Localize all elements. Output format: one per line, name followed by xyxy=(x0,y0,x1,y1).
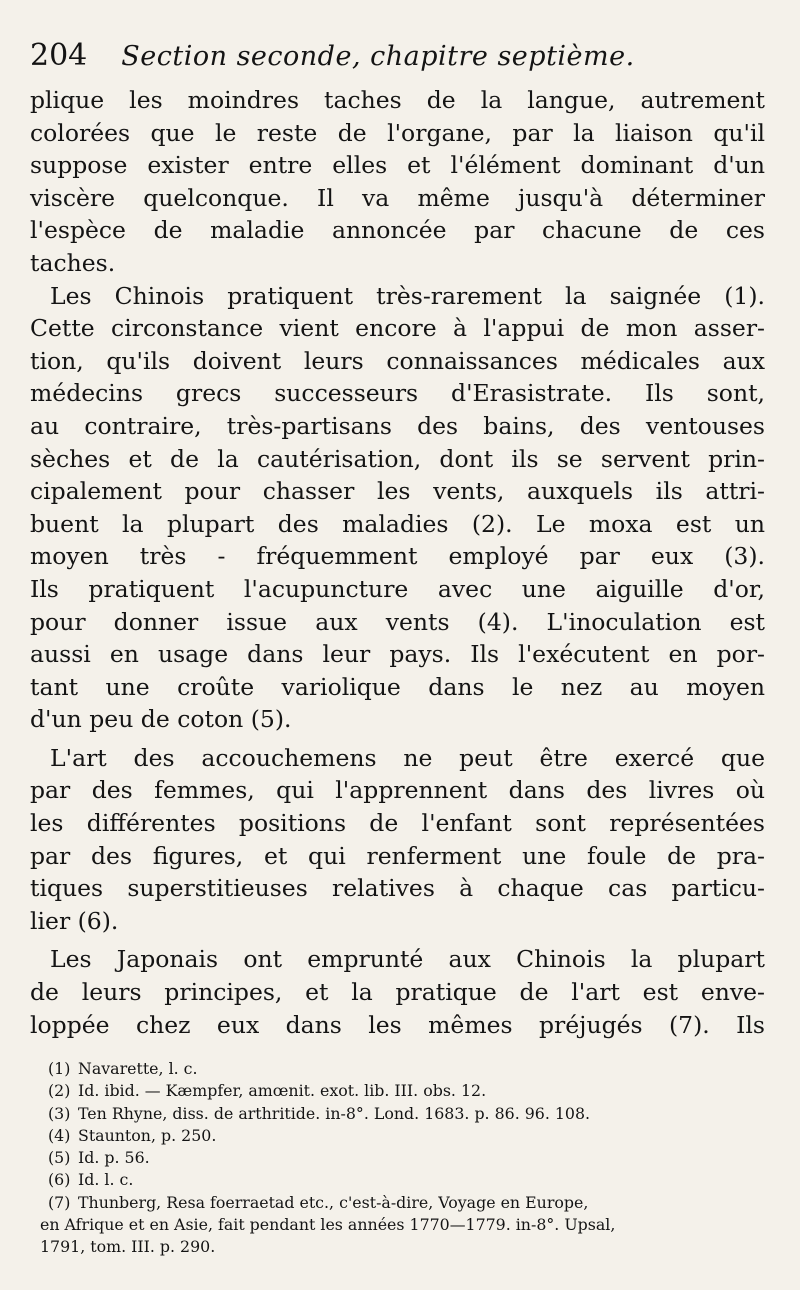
footnote-text: Staunton, p. 250. xyxy=(78,1125,217,1145)
footnote-text: Ten Rhyne, diss. de arthritide. in-8°. Lond. 1683. p. 86. 96. 108. xyxy=(78,1103,591,1123)
paragraph-2 xyxy=(30,280,765,736)
footnote-number: (1) xyxy=(48,1059,71,1078)
text-line: les différentes positions de l'enfant sont représentées xyxy=(30,809,765,838)
text-line: Ils pratiquent l'acupuncture avec une aiguille d'or, xyxy=(30,574,765,603)
page-number: 204 xyxy=(30,38,88,73)
paragraph-3 xyxy=(30,742,765,938)
footnote-text: Id. p. 56. xyxy=(78,1148,150,1168)
footnote xyxy=(48,1169,768,1191)
text-line: cipalement pour chasser les vents, auxquels ils attri- xyxy=(30,477,765,506)
footnote-continuation: en Afrique et en Asie, fait pendant les années 1770—1779. in-8°. Upsal, xyxy=(40,1215,616,1235)
text-line: pour donner issue aux vents (4). L'inoculation est xyxy=(30,607,765,636)
text-line: aussi en usage dans leur pays. Ils l'exécutent en por- xyxy=(30,640,765,669)
text-line: au contraire, très-partisans des bains, des ventouses xyxy=(30,411,765,440)
running-title: Section seconde, chapitre septième. xyxy=(121,41,635,72)
text-line: Les Japonais ont emprunté aux Chinois la plupart xyxy=(50,945,765,974)
footnote-continuation: 1791, tom. III. p. 290. xyxy=(40,1237,216,1257)
text-line: loppée chez eux dans les mêmes préjugés (7). Ils xyxy=(30,1010,765,1039)
text-line: par des femmes, qui l'apprennent dans des livres où xyxy=(30,776,765,805)
footnote-number: (2) xyxy=(48,1081,71,1101)
text-line: lier (6). xyxy=(30,906,119,935)
footnote-text: Id. l. c. xyxy=(78,1170,134,1190)
text-line: médecins grecs successeurs d'Erasistrate. Ils sont, xyxy=(30,379,765,408)
running-head xyxy=(30,38,765,84)
footnote-number: (4) xyxy=(48,1125,71,1145)
text-line: L'art des accouchemens ne peut être exercé que xyxy=(50,743,765,772)
text-line: l'espèce de maladie annoncée par chacune de ces xyxy=(30,216,765,245)
text-line: de leurs principes, et la pratique de l'art est enve- xyxy=(30,978,765,1007)
footnote-number: (6) xyxy=(48,1170,71,1190)
text-line: tiques superstitieuses relatives à chaque cas particu- xyxy=(30,874,765,903)
text-line: par des figures, et qui renferment une foule de pra- xyxy=(30,841,765,870)
footnote-text: Thunberg, Resa foerraetad etc., c'est-à-dire, Voyage en Europe, xyxy=(78,1192,589,1212)
footnotes xyxy=(40,1058,768,1259)
footnote-number: (5) xyxy=(48,1148,71,1168)
footnote xyxy=(48,1147,768,1169)
footnote xyxy=(48,1080,768,1102)
text-line: tion, qu'ils doivent leurs connaissances médicales aux xyxy=(30,346,765,375)
footnote-text: Navarette, l. c. xyxy=(78,1059,198,1078)
footnote-number: (7) xyxy=(48,1192,71,1212)
text-line: Les Chinois pratiquent très-rarement la saignée (1). xyxy=(50,281,765,310)
footnote xyxy=(48,1058,768,1080)
footnote xyxy=(48,1192,768,1214)
text-line: plique les moindres taches de la langue, autrement xyxy=(30,86,765,114)
text-line: buent la plupart des maladies (2). Le moxa est un xyxy=(30,509,765,538)
text-line: d'un peu de coton (5). xyxy=(30,705,292,734)
text-line: viscère quelconque. Il va même jusqu'à déterminer xyxy=(30,183,765,212)
text-line: taches. xyxy=(30,248,116,277)
footnote xyxy=(48,1103,768,1125)
text-line: sèches et de la cautérisation, dont ils se servent prin- xyxy=(30,444,765,473)
paragraph-4 xyxy=(30,943,765,1041)
text-line: suppose exister entre elles et l'élément dominant d'un xyxy=(30,151,765,180)
footnote-number: (3) xyxy=(48,1103,71,1123)
footnote xyxy=(48,1125,768,1147)
page xyxy=(30,38,765,1041)
text-line: moyen très - fréquemment employé par eux (3). xyxy=(30,542,765,571)
paragraph-1 xyxy=(30,84,765,280)
footnote-text: Id. ibid. — Kæmpfer, amœnit. exot. lib. III. obs. 12. xyxy=(78,1081,487,1101)
text-line: colorées que le reste de l'organe, par la liaison qu'il xyxy=(30,118,765,147)
text-line: Cette circonstance vient encore à l'appui de mon asser- xyxy=(30,314,765,343)
text-line: tant une croûte variolique dans le nez au moyen xyxy=(30,672,765,701)
